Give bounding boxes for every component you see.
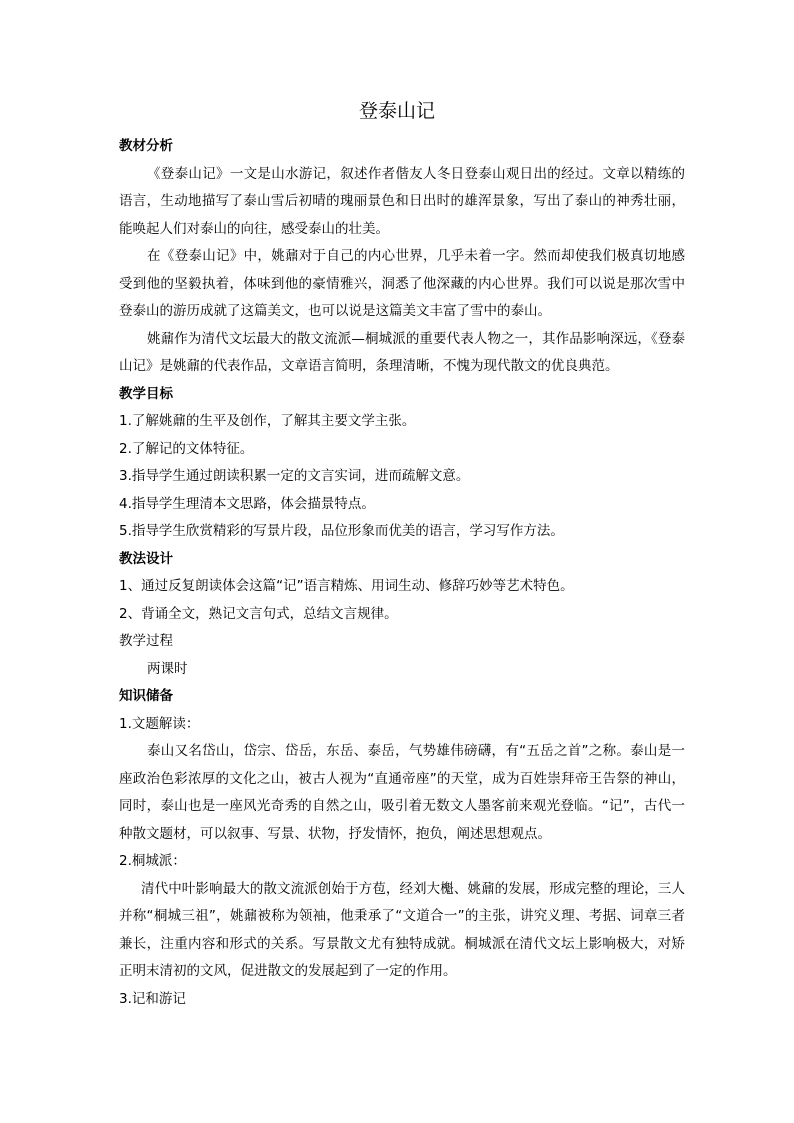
goal-item-3: 3.指导学生通过朗读积累一定的文言实词，进而疏解文意。 <box>119 468 470 484</box>
page-title: 登泰山记 <box>358 100 435 122</box>
analysis-paragraph-1: 《登泰山记》一文是山水游记，叙述作者偕友人冬日登泰山观日出的经过。文章以精练的语言，生动地描写了泰山雪后初晴的瑰丽景色和日出时的雄浑景象，写出了泰山的神秀壮丽，能唤起人们对泰山的向往，感受泰山的壮美。 <box>119 165 685 237</box>
goal-item-2: 2.了解记的文体特征。 <box>119 440 254 457</box>
knowledge-subheading-3: 3.记和游记 <box>119 990 186 1007</box>
knowledge-paragraph-2: 清代中叶影响最大的散文流派创始于方苞，经刘大櫆、姚鼐的发展，形成完整的理论，三人并称“桐城三祖”，姚鼐被称为领袖，他秉承了“文道合一”的主张，讲究义理、考据、词章三者兼长，注重内容和形式的关系。写景散文尤有独特成就。桐城派在清代文坛上影响极大，对矫正明末清初的文风，促进散文的发展起到了一定的作用。 <box>119 880 685 979</box>
goal-item-1: 1.了解姚鼐的生平及创作，了解其主要文学主张。 <box>119 413 416 429</box>
method-item-1: 1、通过反复朗读体会这篇“记”语言精炼、用词生动、修辞巧妙等艺术特色。 <box>119 578 574 594</box>
section-heading-method: 教法设计 <box>119 550 173 567</box>
method-item-2: 2、背诵全文，熟记文言句式，总结文言规律。 <box>119 605 398 622</box>
knowledge-subheading-1: 1.文题解读： <box>119 715 200 732</box>
knowledge-subheading-2: 2.桐城派： <box>119 853 186 869</box>
document-body <box>119 133 685 1013</box>
goal-item-4: 4.指导学生理清本文思路，体会描景特点。 <box>119 495 375 512</box>
section-heading-goals: 教学目标 <box>119 385 173 402</box>
analysis-paragraph-3: 姚鼐作为清代文坛最大的散文流派—桐城派的重要代表人物之一，其作品影响深远，《登泰山记》是姚鼐的代表作品，文章语言简明，条理清晰，不愧为现代散文的优良典范。 <box>119 330 685 374</box>
goal-item-5: 5.指导学生欣赏精彩的写景片段，品位形象而优美的语言，学习写作方法。 <box>119 523 564 539</box>
knowledge-paragraph-1: 泰山又名岱山，岱宗、岱岳，东岳、泰岳，气势雄伟磅礴，有“五岳之首”之称。泰山是一座政治色彩浓厚的文化之山，被古人视为“直通帝座”的天堂，成为百姓崇拜帝王告祭的神山，同时，泰山也是一座风光奇秀的自然之山，吸引着无数文人墨客前来观光登临。“记”，古代一种散文题材，可以叙事、写景、状物，抒发情怀，抱负，阐述思想观点。 <box>119 743 685 842</box>
section-heading-knowledge: 知识储备 <box>119 688 173 704</box>
section-heading-process: 教学过程 <box>119 633 173 649</box>
analysis-paragraph-2: 在《登泰山记》中，姚鼐对于自己的内心世界，几乎未着一字。然而却使我们极真切地感受到他的坚毅执着，体味到他的豪情雅兴，洞悉了他深藏的内心世界。我们可以说是那次雪中登泰山的游历成就了这篇美文，也可以说是这篇美文丰富了雪中的泰山。 <box>119 248 685 319</box>
process-hours: 两课时 <box>147 660 188 677</box>
section-heading-analysis: 教材分析 <box>119 138 173 154</box>
